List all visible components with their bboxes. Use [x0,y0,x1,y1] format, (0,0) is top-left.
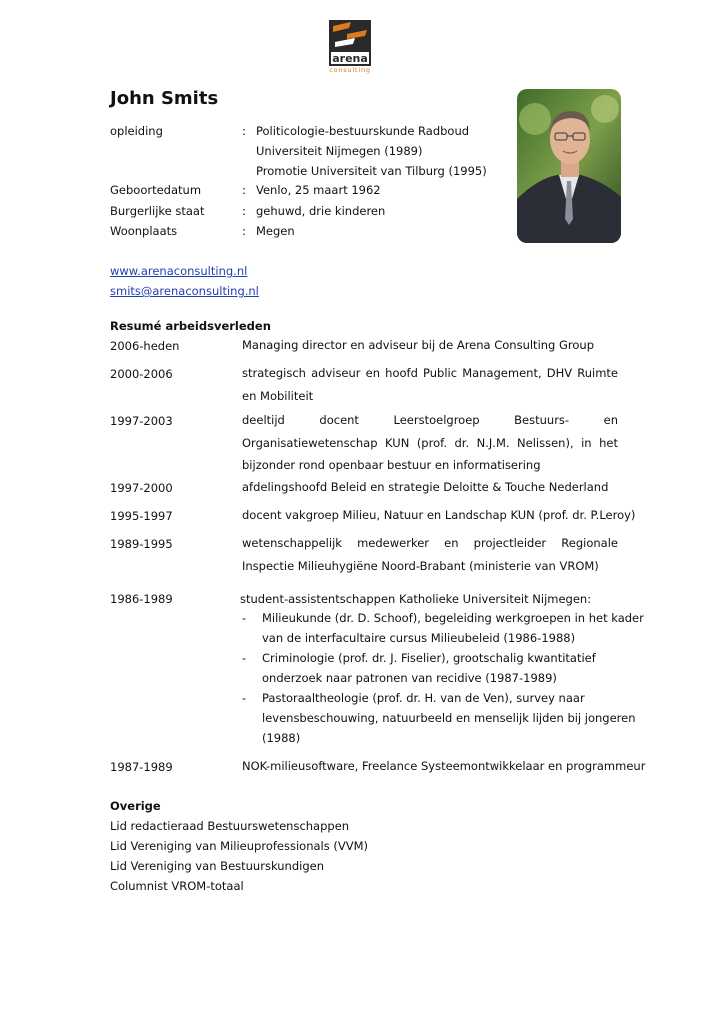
bullet-dash: - [242,691,247,705]
woonplaats-value: Megen [256,224,295,238]
overige-heading: Overige [110,799,161,813]
resume-heading: Resumé arbeidsverleden [110,319,271,333]
logo-tagline: consulting [329,66,371,74]
woonplaats-label: Woonplaats [110,224,178,238]
geboortedatum-label: Geboortedatum [110,183,202,197]
person-name: John Smits [110,88,219,109]
assistant-item-line: van de interfacultaire cursus Milieubeleid (1986-1988) [262,631,576,645]
assistant-item-line: Pastoraaltheologie (prof. dr. H. van de Ven), survey naar [262,691,585,705]
overige-item: Lid redactieraad Bestuurswetenschappen [110,819,350,833]
entry-text: Managing director en adviseur bij de Arena Consulting Group [242,338,595,352]
bullet-dash: - [242,651,247,665]
burgerlijke-staat-label: Burgerlijke staat [110,204,205,218]
assistant-intro: student-assistentschappen Katholieke Universiteit Nijmegen: [240,592,592,606]
opleiding-line-1: Politicologie-bestuurskunde Radboud [256,124,470,138]
entry-text: afdelingshoofd Beleid en strategie Deloitte & Touche Nederland [242,480,609,494]
opleiding-line-3: Promotie Universiteit van Tilburg (1995) [256,164,487,178]
portrait-photo [517,89,621,243]
entry-text: deeltijd docent Leerstoelgroep Bestuurs- en Organisatiewetenschap KUN (prof. dr. N.J.M. Nelissen), in het bijzonder rond openbaar bestuur en informatisering [242,413,618,472]
entry-text: strategisch adviseur en hoofd Public Management, DHV Ruimte en Mobiliteit [242,366,618,403]
colon: : [242,124,246,138]
email-link[interactable]: smits@arenaconsulting.nl [110,284,259,298]
entry-years: 2006-heden [110,339,180,353]
overige-item: Lid Vereniging van Bestuurskundigen [110,859,324,873]
entry-text: docent vakgroep Milieu, Natuur en Landschap KUN (prof. dr. P.Leroy) [242,508,636,522]
colon: : [242,183,246,197]
entry-text: NOK-milieusoftware, Freelance Systeemontwikkelaar en programmeur [242,759,646,773]
entry-years: 2000-2006 [110,367,173,381]
assistant-item-line: (1988) [262,731,301,745]
assistant-item-line: levensbeschouwing, natuurbeeld en menselijk lijden bij jongeren [262,711,636,725]
assistant-item-line: onderzoek naar patronen van recidive (1987-1989) [262,671,557,685]
overige-item: Lid Vereniging van Milieuprofessionals (VVM) [110,839,369,853]
colon: : [242,224,246,238]
geboortedatum-value: Venlo, 25 maart 1962 [256,183,381,197]
bullet-dash: - [242,611,247,625]
opleiding-label: opleiding [110,124,163,138]
overige-item: Columnist VROM-totaal [110,879,244,893]
assistant-item-line: Milieukunde (dr. D. Schoof), begeleiding werkgroepen in het kader [262,611,644,625]
website-link[interactable]: www.arenaconsulting.nl [110,264,248,278]
assistant-item-line: Criminologie (prof. dr. J. Fiselier), grootschalig kwantitatief [262,651,596,665]
svg-text:arena: arena [332,52,368,65]
entry-years: 1995-1997 [110,509,173,523]
opleiding-line-2: Universiteit Nijmegen (1989) [256,144,423,158]
entry-years: 1987-1989 [110,760,173,774]
entry-text: wetenschappelijk medewerker en projectleider Regionale Inspectie Milieuhygiëne Noord-Brabant (ministerie van VROM) [242,536,618,573]
entry-years: 1989-1995 [110,537,173,551]
entry-years: 1997-2000 [110,481,173,495]
entry-years: 1986-1989 [110,592,173,606]
burgerlijke-staat-value: gehuwd, drie kinderen [256,204,386,218]
colon: : [242,204,246,218]
entry-years: 1997-2003 [110,414,173,428]
